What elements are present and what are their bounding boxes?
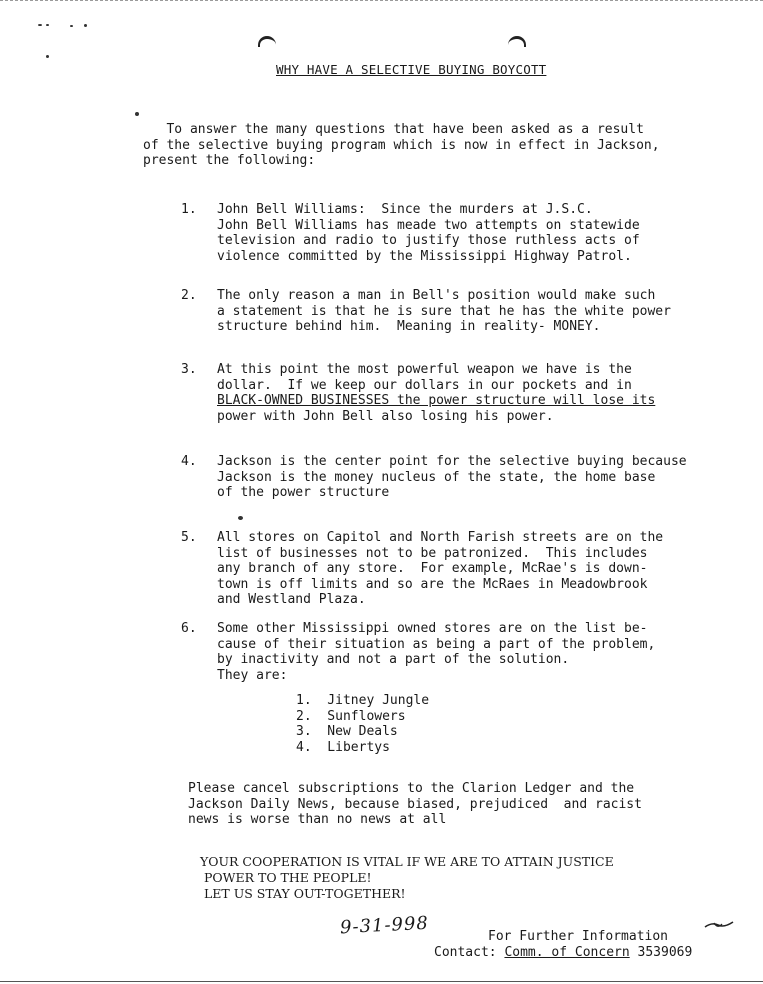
item-line: structure behind him. Meaning in reality- MONEY. [217,319,601,334]
scan-speck [46,24,49,26]
intro-paragraph [143,122,743,169]
pen-scribble [704,920,734,930]
item-line u: BLACK-OWNED BUSINESSES the power structure will lose its [217,393,656,408]
item-body [217,621,655,683]
item-line: Jackson is the money nucleus of the state, the home base [217,469,656,485]
document-title: WHY HAVE A SELECTIVE BUYING BOYCOTT [276,62,547,77]
scan-speck [46,55,49,58]
item-line: by inactivity and not a part of the solution. [217,652,570,667]
item-line: television and radio to justify those ruthless acts of [217,233,640,248]
bottom-edge-rule [0,981,763,982]
item-number: 4. [181,454,197,469]
store-list-item: 1. Jitney Jungle [296,693,430,708]
scan-speck [70,25,73,27]
cancel-line: news is worse than no news at all [188,812,447,827]
intro-line: To answer the many questions that have been asked as a result [143,122,644,137]
item-line: of the power structure [217,485,390,500]
item-body [217,454,687,501]
slogan-line: POWER TO THE PEOPLE! [200,870,372,885]
item-line: a statement is that he is sure that he has the white power [217,303,671,319]
contact-phone: 3539069 [637,945,693,960]
intro-line: of the selective buying program which is now in effect in Jackson, [143,137,660,153]
item-line: All stores on Capitol and North Farish streets are on the [217,530,664,545]
item-number: 3. [181,362,197,377]
item-body [217,288,671,335]
item-line: John Bell Williams has meade two attempts on statewide [217,217,640,233]
item-number: 2. [181,288,197,303]
item-body [217,362,655,424]
contact-line [434,945,692,961]
item-line: They are: [217,667,288,683]
store-list-item: 3. New Deals [296,724,398,739]
intro-line: present the following: [143,153,316,168]
item-line: Jackson is the center point for the selective buying because [217,454,687,469]
item-line: violence committed by the Mississippi Highway Patrol. [217,248,632,264]
contact-label: Contact: [434,945,497,960]
item-number: 1. [181,202,197,217]
item-line: and Westland Plaza. [217,592,366,607]
item-line: dollar. If we keep our dollars in our pockets and in [217,377,632,393]
store-list [296,693,429,755]
slogan-line: LET US STAY OUT-TOGETHER! [200,886,406,901]
item-line: town is off limits and so are the McRaes in Meadowbrook [217,576,648,592]
cancel-subscriptions-paragraph [188,781,642,828]
scan-speck [135,112,139,116]
slogan-line: YOUR COOPERATION IS VITAL IF WE ARE TO ATTAIN JUSTICE [200,854,614,869]
cancel-line: Jackson Daily News, because biased, prejudiced and racist [188,796,642,812]
handwritten-note: 9-31-998 [339,912,430,939]
item-number: 5. [181,530,197,545]
scan-speck [84,24,87,27]
scan-speck [238,516,243,520]
item-line: power with John Bell also losing his power. [217,408,554,424]
item-body [217,530,663,608]
item-number: 6. [181,621,197,636]
item-line: Some other Mississippi owned stores are on the list be- [217,621,648,636]
item-line: list of businesses not to be patronized. This includes [217,545,648,561]
item-line: any branch of any store. For example, McRae's is down- [217,561,648,576]
item-line: cause of their situation as being a part of the problem, [217,636,656,652]
store-list-item: 2. Sunflowers [296,708,406,724]
hole-punch-mark [258,36,276,47]
item-line: At this point the most powerful weapon we have is the [217,362,632,377]
further-information-label: For Further Information [488,929,669,944]
store-list-item: 4. Libertys [296,739,390,755]
item-line: The only reason a man in Bell's position would make such [217,288,656,303]
hole-punch-mark [508,36,526,47]
slogan-block [200,854,614,902]
scan-speck [38,24,42,26]
top-edge-dots [0,0,763,3]
item-line: John Bell Williams: Since the murders at J.S.C. [217,202,593,217]
contact-organization: Comm. of Concern [504,945,630,960]
item-body [217,202,640,264]
cancel-line: Please cancel subscriptions to the Clarion Ledger and the [188,781,635,796]
